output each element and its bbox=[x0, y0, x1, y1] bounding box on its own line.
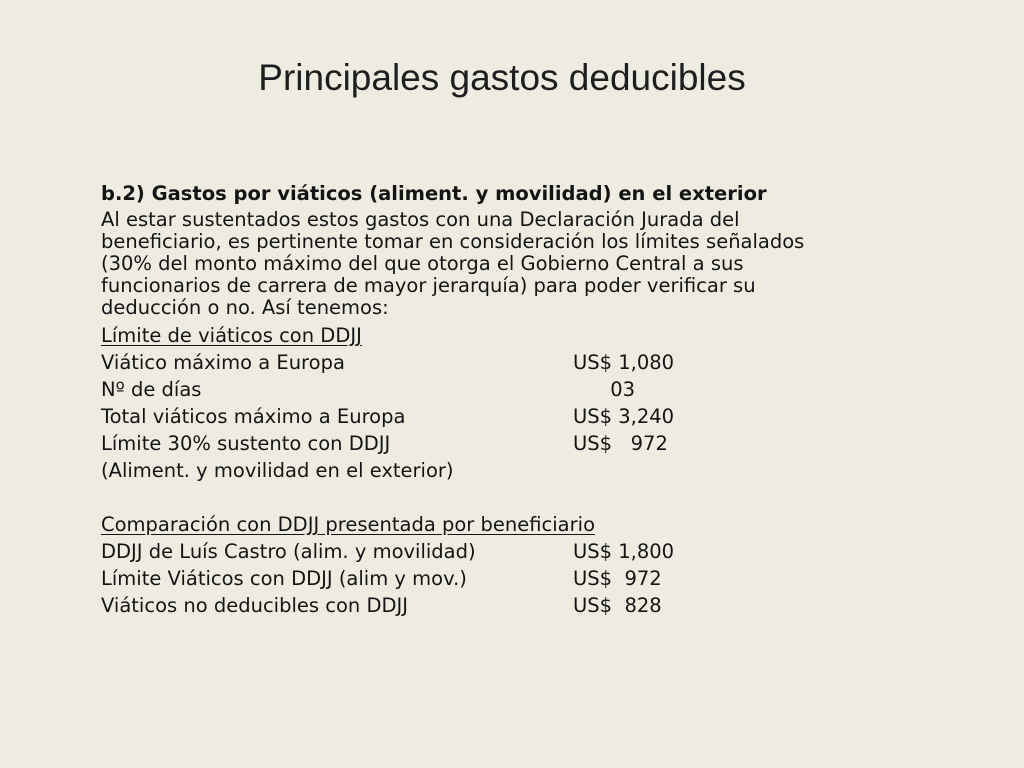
table-row bbox=[101, 430, 931, 457]
paragraph-line: deducción o no. Así tenemos: bbox=[101, 296, 389, 319]
spacer bbox=[101, 484, 931, 511]
row-label: Límite 30% sustento con DDJJ bbox=[101, 432, 391, 455]
limit-section-title bbox=[101, 322, 931, 349]
table-row bbox=[101, 376, 931, 403]
table-row bbox=[101, 565, 931, 592]
row-label: Viáticos no deducibles con DDJJ bbox=[101, 594, 408, 617]
row-value: 03 bbox=[573, 378, 636, 401]
slide-body bbox=[101, 180, 931, 619]
row-label: Total viáticos máximo a Europa bbox=[101, 405, 406, 428]
comparison-title-text: Comparación con DDJJ presentada por beneficiario bbox=[101, 513, 595, 536]
row-label: Nº de días bbox=[101, 378, 202, 401]
intro-paragraph bbox=[101, 209, 931, 319]
slide-title: Principales gastos deducibles bbox=[258, 57, 746, 98]
row-label: Viático máximo a Europa bbox=[101, 351, 345, 374]
row-label: DDJJ de Luís Castro (alim. y movilidad) bbox=[101, 540, 476, 563]
limit-note bbox=[101, 457, 931, 484]
table-row bbox=[101, 538, 931, 565]
row-value: US$ 972 bbox=[573, 567, 662, 590]
section-heading: b.2) Gastos por viáticos (aliment. y movilidad) en el exterior bbox=[101, 182, 767, 205]
paragraph-line: (30% del monto máximo del que otorga el Gobierno Central a sus bbox=[101, 252, 744, 275]
paragraph-line: funcionarios de carrera de mayor jerarquía) para poder verificar su bbox=[101, 274, 756, 297]
row-value: US$ 1,800 bbox=[573, 540, 675, 563]
note-text: (Aliment. y movilidad en el exterior) bbox=[101, 459, 454, 482]
paragraph-line: Al estar sustentados estos gastos con una Declaración Jurada del bbox=[101, 208, 740, 231]
paragraph-line: beneficiario, es pertinente tomar en consideración los límites señalados bbox=[101, 230, 805, 253]
row-value: US$ 972 bbox=[573, 432, 668, 455]
limit-title-text: Límite de viáticos con DDJJ bbox=[101, 324, 362, 347]
comparison-section-title bbox=[101, 511, 931, 538]
table-row bbox=[101, 349, 931, 376]
table-row bbox=[101, 403, 931, 430]
row-label: Límite Viáticos con DDJJ (alim y mov.) bbox=[101, 567, 467, 590]
row-value: US$ 1,080 bbox=[573, 351, 675, 374]
row-value: US$ 3,240 bbox=[573, 405, 675, 428]
row-value: US$ 828 bbox=[573, 594, 662, 617]
table-row bbox=[101, 592, 931, 619]
